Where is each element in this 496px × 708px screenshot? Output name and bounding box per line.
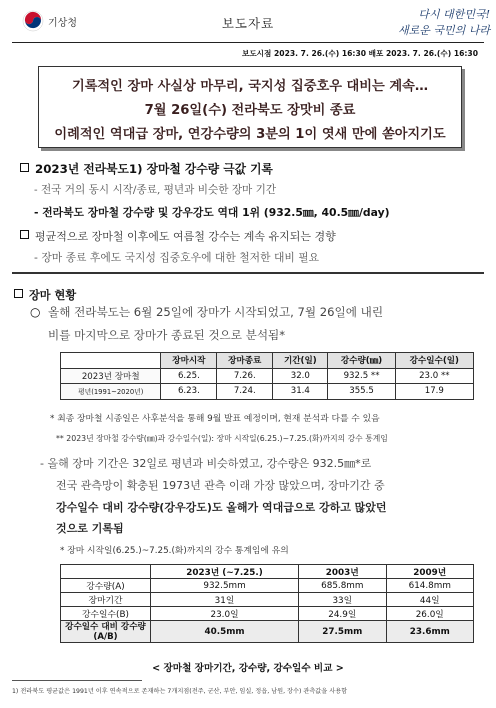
table-cell: 강수일수(B) bbox=[61, 607, 151, 621]
section-heading-text: 장마 현황 bbox=[29, 289, 77, 302]
summary-heading-text: 2023년 전라북도1) 장마철 강수량 극값 기록 bbox=[35, 162, 273, 176]
table-cell: 7.24. bbox=[217, 384, 273, 400]
footnote-divider bbox=[12, 680, 142, 681]
release-time-info: 보도시점 2023. 7. 26.(수) 16:30 배포 2023. 7. 26.(수) 16:30 bbox=[242, 49, 478, 58]
headline-box bbox=[38, 66, 462, 148]
paragraph-line: 전국 관측망이 확충된 1973년 관측 이래 가장 많았으며, 장마기간 중 bbox=[56, 479, 385, 492]
circle-bullet-icon: ○ bbox=[30, 305, 41, 319]
table-header-cell: 강수일수(일) bbox=[395, 353, 473, 369]
table-cell: 6.23. bbox=[161, 384, 217, 400]
table-cell: 6.25. bbox=[161, 368, 217, 384]
slogan-logo bbox=[390, 6, 490, 40]
table-cell: 932.5mm bbox=[151, 579, 299, 593]
footnote-double-star: ** 2023년 장마철 강수량(㎜)과 강수일수(일): 장마 시작일(6.25.)~7.25.(화)까지의 강수 통계임 bbox=[56, 434, 388, 443]
table-cell: 24.9일 bbox=[299, 607, 386, 621]
checkbox-square-icon bbox=[14, 289, 23, 298]
table-header-cell bbox=[61, 353, 161, 369]
table-cell: 685.8mm bbox=[299, 579, 386, 593]
summary-point-2: - 전라북도 장마철 강수량 및 강우강도 역대 1위 (932.5㎜, 40.5㎜/day) bbox=[34, 206, 390, 219]
table-cell: 40.5mm bbox=[151, 621, 299, 643]
table-caption: < 장마철 장마기간, 강수량, 강수일수 비교 > bbox=[152, 663, 344, 674]
table-cell: 33일 bbox=[299, 593, 386, 607]
table-cell: 장마기간 bbox=[61, 593, 151, 607]
table-cell: 932.5 ** bbox=[328, 368, 395, 384]
summary-heading-2 bbox=[20, 228, 336, 244]
table-cell: 27.5mm bbox=[299, 621, 386, 643]
monsoon-table bbox=[60, 352, 474, 400]
table-header-cell: 2003년 bbox=[299, 565, 386, 579]
table-cell: 23.0 ** bbox=[395, 368, 473, 384]
headline-detail: 이례적인 역대급 장마, 연강수량의 3분의 1이 엿새 만에 쏟아지기도 bbox=[54, 127, 446, 142]
paragraph-line: 것으로 기록됨 bbox=[56, 522, 124, 535]
footnote-star: * 최종 장마철 시종일은 사후분석을 통해 9월 발표 예정이며, 현재 분석과 다를 수 있음 bbox=[50, 414, 380, 424]
table-header-cell: 2009년 bbox=[386, 565, 473, 579]
table-row bbox=[61, 368, 474, 384]
table-header-row bbox=[61, 353, 474, 369]
paragraph-line: 비를 마지막으로 장마가 종료된 것으로 분석됨* bbox=[48, 328, 286, 342]
table-cell: 26.0일 bbox=[386, 607, 473, 621]
table-cell: 7.26. bbox=[217, 368, 273, 384]
section-heading bbox=[14, 287, 76, 303]
table-row bbox=[61, 621, 474, 643]
summary-point-3: - 장마 종료 후에도 국지성 집중호우에 대한 철저한 대비 필요 bbox=[34, 251, 320, 264]
table-cell: 2023년 장마철 bbox=[61, 368, 161, 384]
table-cell: 32.0 bbox=[273, 368, 328, 384]
table-header-row bbox=[61, 565, 474, 579]
table-row bbox=[61, 579, 474, 593]
table-cell: 355.5 bbox=[328, 384, 395, 400]
comparison-table bbox=[60, 564, 474, 643]
table-cell: 23.6mm bbox=[386, 621, 473, 643]
table-cell: 강수량(A) bbox=[61, 579, 151, 593]
table-note: * 장마 시작일(6.25.)~7.25.(화)까지의 강수 통계임에 유의 bbox=[60, 546, 289, 556]
summary-heading bbox=[20, 160, 273, 177]
paragraph-line: - 올해 장마 기간은 32일로 평년과 비슷하였고, 강수량은 932.5㎜*로 bbox=[40, 457, 372, 470]
footnote: 1) 전라북도 평균값은 1991년 이후 연속적으로 존재하는 7개지점(전주, 군산, 부안, 임실, 정읍, 남원, 장수) 관측값을 사용함 bbox=[12, 688, 348, 695]
table-row bbox=[61, 593, 474, 607]
table-cell: 31.4 bbox=[273, 384, 328, 400]
slogan-line1: 다시 대한민국! bbox=[418, 8, 490, 21]
table-header-cell: 2023년 (~7.25.) bbox=[151, 565, 299, 579]
checkbox-square-icon bbox=[20, 230, 29, 239]
table-header-cell: 기간(일) bbox=[273, 353, 328, 369]
table-cell: 44일 bbox=[386, 593, 473, 607]
table-cell: 23.0일 bbox=[151, 607, 299, 621]
paragraph-line: 올해 전라북도는 6월 25일에 장마가 시작되었고, 7월 26일에 내린 bbox=[48, 305, 384, 319]
section-divider bbox=[12, 272, 484, 274]
table-cell: 31일 bbox=[151, 593, 299, 607]
slogan-line2: 새로운 국민의 나라 bbox=[397, 24, 490, 37]
summary-heading-2-text: 평균적으로 장마철 이후에도 여름철 강수는 계속 유지되는 경향 bbox=[35, 230, 336, 243]
table-header-cell: 장마종료 bbox=[217, 353, 273, 369]
table-header-cell: 강수량(㎜) bbox=[328, 353, 395, 369]
paragraph-line: 강수일수 대비 강수량(강우강도)도 올해가 역대급으로 강하고 많았던 bbox=[56, 501, 387, 514]
table-row bbox=[61, 607, 474, 621]
table-header-cell bbox=[61, 565, 151, 579]
press-release-label: 보도자료 bbox=[221, 16, 275, 31]
agency-name: 기상청 bbox=[48, 18, 77, 29]
table-cell: 강수일수 대비 강수량(A/B) bbox=[61, 621, 151, 643]
table-cell: 17.9 bbox=[395, 384, 473, 400]
table-cell: 평년(1991~2020년) bbox=[61, 384, 161, 400]
checkbox-square-icon bbox=[20, 163, 29, 172]
table-cell: 614.8mm bbox=[386, 579, 473, 593]
summary-point-1: - 전국 거의 동시 시작/종료, 평년과 비슷한 장마 기간 bbox=[34, 184, 277, 196]
headline-main: 기록적인 장마 사실상 마무리, 국지성 집중호우 대비는 계속… bbox=[71, 79, 429, 94]
header-divider bbox=[12, 42, 484, 43]
headline-sub: 7월 26일(수) 전라북도 장맛비 종료 bbox=[144, 103, 356, 118]
table-header-cell: 장마시작 bbox=[161, 353, 217, 369]
table-row bbox=[61, 384, 474, 400]
